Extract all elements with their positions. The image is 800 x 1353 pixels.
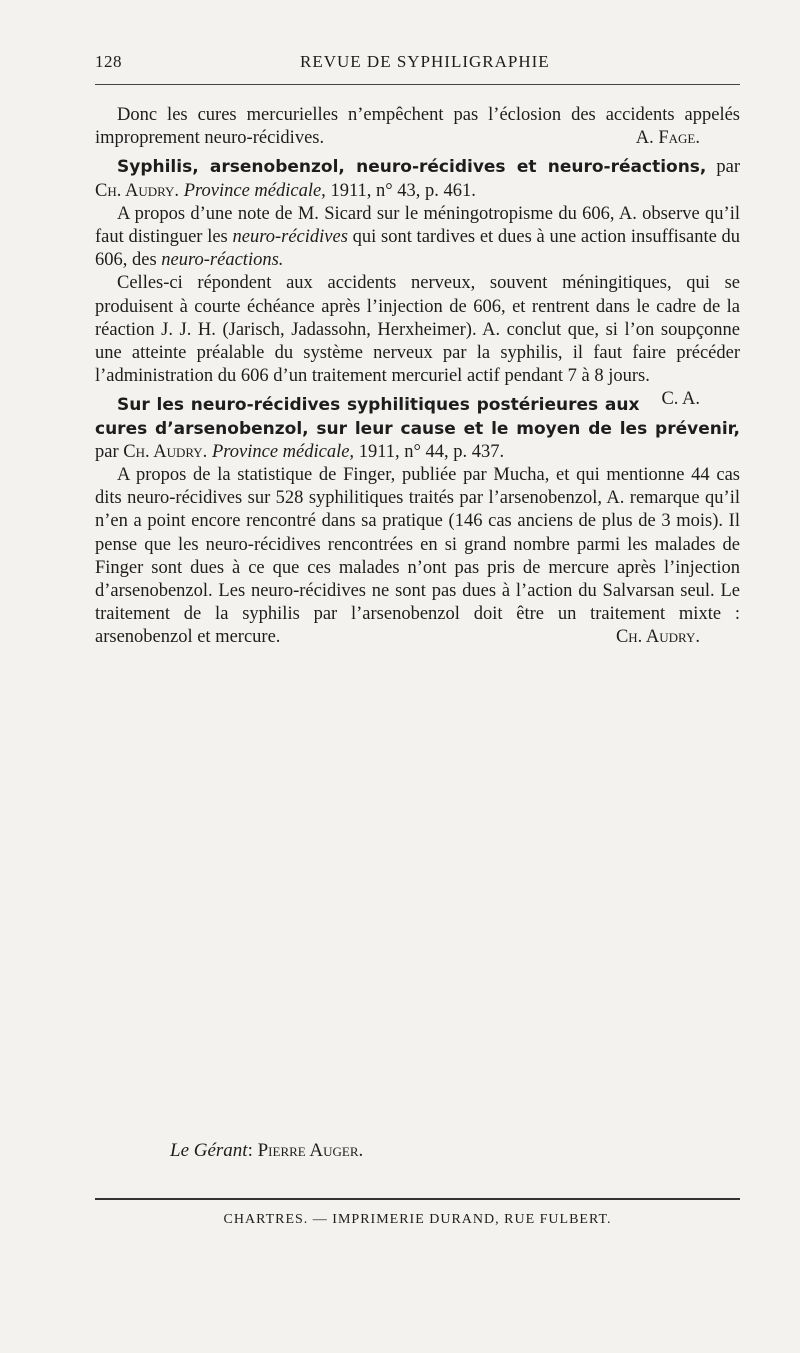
continuation-paragraph: Donc les cures mercurielles n’empêchent pas l’éclosion des accidents appelés improprement neuro-récidives. A. Fage. — [95, 104, 740, 150]
citation: 1911, n° 43, p. 461. — [330, 180, 476, 201]
article-title: Sur les neuro-récidives syphilitiques postérieures aux cures d’arsenobenzol, sur leur cause et le moyen de les prévenir, — [95, 395, 740, 439]
journal-name: Province médicale, — [211, 441, 355, 462]
signature: C. A. — [661, 389, 700, 410]
paragraph: A propos de la statistique de Finger, publiée par Mucha, et qui mentionne 44 cas dits neuro-récidives sur 528 syphilitiques traités par l’arsenobenzol, A. remarque qu’il n’en a point encore rencontré dans sa pratique (146 cas anciens de plus de 3 mois). Il pense que les neuro-récidives rencontrées en si grand nombre parmi les malades de Finger sont dues à ce que ces malades n’ont pas pris de mercure après l’injection d’arsenobenzol. Les neuro-récidives ne sont pas dues à l’action du Salvarsan seul. Le traitement de la syphilis par l’arsenobenzol doit être un traitement mixte : arsenobenzol et mercure. Ch. Audry. — [95, 464, 740, 650]
page-number: 128 — [95, 52, 122, 71]
signature: Ch. Audry. — [615, 627, 700, 648]
journal-name: Province médicale, — [183, 180, 326, 201]
running-title: REVUE DE SYPHILIGRAPHIE — [300, 52, 550, 71]
article-title: Syphilis, arsenobenzol, neuro-récidives et neuro-réactions, — [117, 157, 707, 178]
printer-footer: CHARTRES. — IMPRIMERIE DURAND, RUE FULBERT. — [223, 1212, 612, 1227]
article-author: Ch. Audry. — [123, 441, 208, 462]
gerant-name: Pierre Auger. — [257, 1140, 364, 1161]
citation: 1911, n° 44, p. 437. — [358, 441, 505, 462]
article-author: Ch. Audry. — [95, 180, 180, 201]
article-heading: Sur les neuro-récidives syphilitiques postérieures aux cures d’arsenobenzol, sur leur cause et le moyen de les prévenir, par Ch. Audry. Province médicale, 1911, n° 44, p. 437. — [95, 395, 740, 462]
article-body — [95, 104, 740, 650]
paragraph: Celles-ci répondent aux accidents nerveux, souvent méningitiques, qui se produisent à courte échéance après l’injection de 606, et rentrent dans le cadre de la réaction J. J. H. (Jarisch, Jadassohn, Herxheimer). A. conclut que, si l’on soupçonne une atteinte préalable du système nerveux par la syphilis, il faut faire précéder l’administration du 606 d’un traitement mercuriel actif pendant 7 à 8 jours. C. A. — [95, 272, 740, 388]
paragraph: A propos d’une note de M. Sicard sur le méningotropisme du 606, A. observe qu’il faut distinguer les neuro-récidives qui sont tardives et dues à une action insuffisante du 606, des neuro-réactions. — [95, 203, 741, 271]
article-heading: Syphilis, arsenobenzol, neuro-récidives et neuro-réactions, par Ch. Audry. Province médicale, 1911, n° 43, p. 461. — [95, 157, 740, 201]
signature: A. Fage. — [635, 128, 700, 149]
gerant-line: Le Gérant: Pierre Auger. — [170, 1140, 364, 1161]
footer-rule — [95, 1198, 740, 1200]
header-rule — [95, 84, 740, 85]
